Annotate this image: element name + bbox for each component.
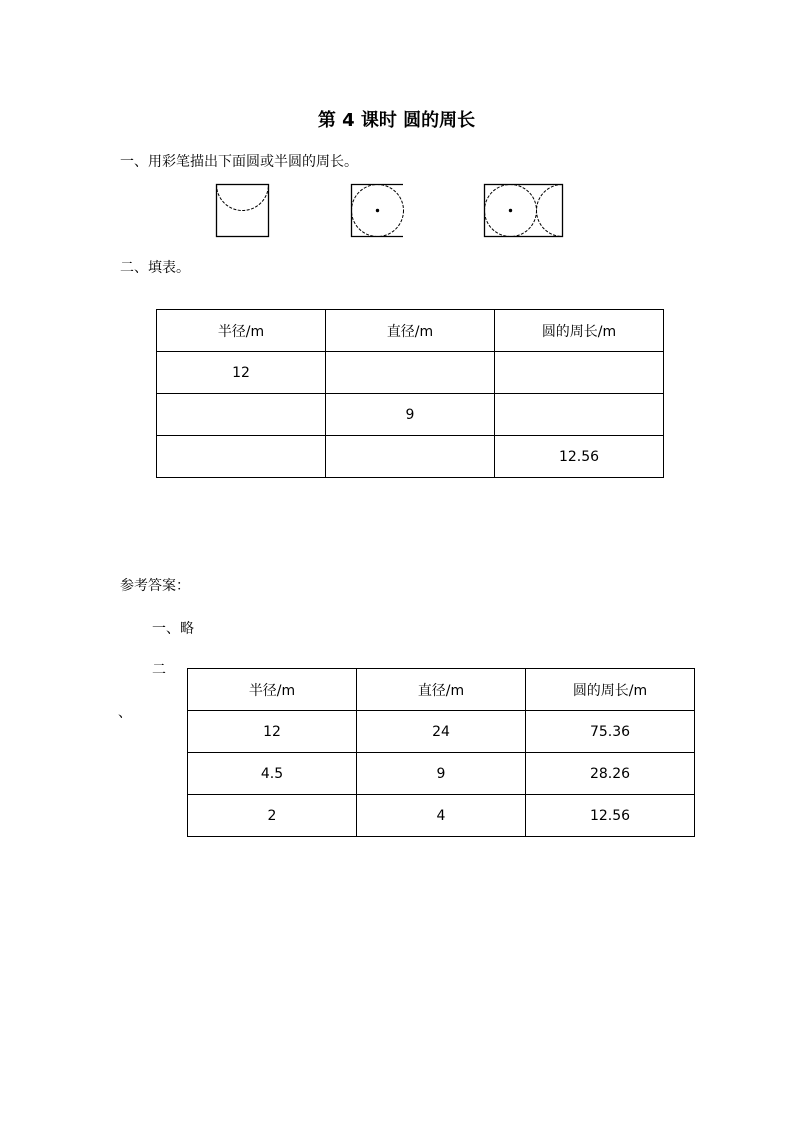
table-cell[interactable]	[157, 436, 326, 478]
table-cell: 12.56	[526, 795, 695, 837]
table-cell[interactable]	[326, 352, 495, 394]
header-radius: 半径/m	[157, 310, 326, 352]
answer-part1: 一、略	[152, 621, 194, 637]
page-title: 第 4 课时 圆的周长	[317, 110, 476, 131]
table-row	[188, 795, 695, 837]
table-row	[188, 753, 695, 795]
table-header-row	[157, 310, 664, 352]
table-cell: 4	[357, 795, 526, 837]
header-circumference: 圆的周长/m	[526, 669, 695, 711]
table-cell[interactable]: 9	[326, 394, 495, 436]
table-header-row	[188, 669, 695, 711]
figure-circle-in-square	[352, 185, 404, 237]
section2-heading: 二、填表。	[120, 260, 190, 276]
answer-part2-comma: 、	[118, 705, 132, 721]
figure-circle-and-semicircle	[485, 185, 563, 237]
answer-table	[187, 668, 695, 837]
header-circumference: 圆的周长/m	[495, 310, 664, 352]
fill-in-table	[156, 309, 664, 478]
header-diameter: 直径/m	[326, 310, 495, 352]
table-row	[157, 436, 664, 478]
table-row	[157, 352, 664, 394]
table-cell: 75.36	[526, 711, 695, 753]
table-cell: 24	[357, 711, 526, 753]
table-cell[interactable]: 12.56	[495, 436, 664, 478]
table-row	[157, 394, 664, 436]
figure-semicircle-in-square	[217, 185, 269, 237]
table-cell: 12	[188, 711, 357, 753]
answers-heading: 参考答案：	[120, 578, 190, 594]
circle-figures	[0, 0, 793, 260]
table-cell[interactable]	[326, 436, 495, 478]
table-row	[188, 711, 695, 753]
answer-part2-label: 二	[152, 662, 166, 678]
table-cell: 28.26	[526, 753, 695, 795]
table-cell: 2	[188, 795, 357, 837]
header-diameter: 直径/m	[357, 669, 526, 711]
header-radius: 半径/m	[188, 669, 357, 711]
section1-heading: 一、用彩笔描出下面圆或半圆的周长。	[120, 154, 358, 170]
table-cell[interactable]	[495, 394, 664, 436]
table-cell[interactable]	[157, 394, 326, 436]
table-cell[interactable]	[495, 352, 664, 394]
table-cell: 4.5	[188, 753, 357, 795]
table-cell[interactable]: 12	[157, 352, 326, 394]
table-cell: 9	[357, 753, 526, 795]
